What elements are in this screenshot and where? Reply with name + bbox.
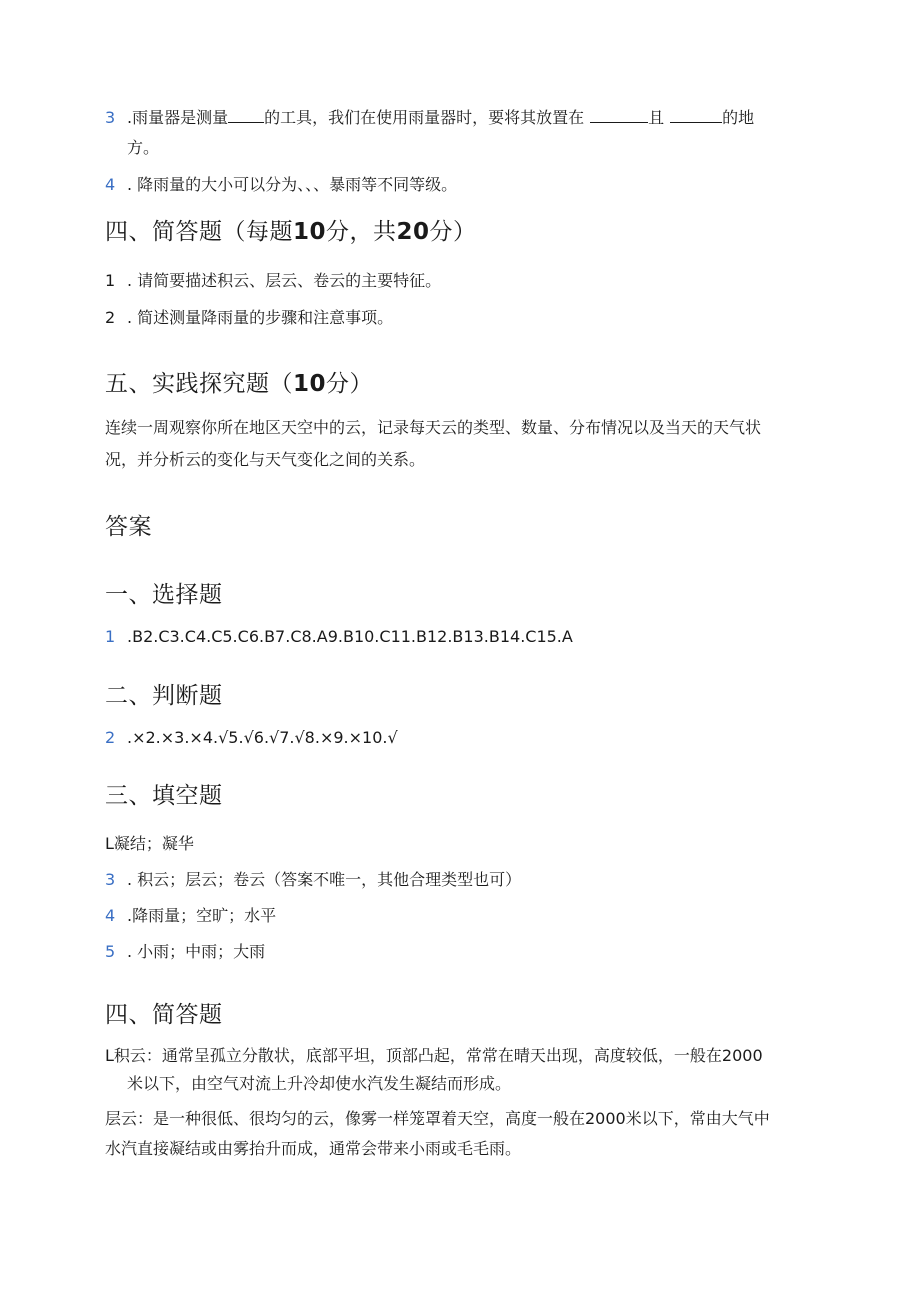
answers-fill-heading: 三、填空题	[105, 783, 223, 809]
answer-text: .降雨量；空旷；水平	[127, 906, 277, 925]
question-number: 1	[105, 271, 116, 290]
question-text: . 简述测量降雨量的步骤和注意事项。	[127, 308, 394, 327]
question-text: 且	[648, 108, 665, 127]
heading-text: 分）	[429, 219, 477, 245]
question-3-continuation: 方。	[127, 138, 160, 157]
answer-cumulus-line-2: 米以下，由空气对流上升冷却使水汽发生凝结而形成。	[127, 1074, 512, 1093]
answer-text: . 积云；层云；卷云（答案不唯一，其他合理类型也可）	[127, 870, 522, 889]
practice-text-line-2: 况，并分析云的变化与天气变化之间的关系。	[105, 450, 426, 469]
answer-number: 1	[105, 627, 116, 646]
answers-fill-item	[105, 906, 276, 926]
answer-number: 3	[105, 870, 116, 889]
answer-text: . 小雨；中雨；大雨	[127, 942, 266, 961]
question-4	[105, 175, 457, 195]
heading-text: 分）	[326, 371, 374, 397]
answers-choice-heading: 一、选择题	[105, 582, 223, 608]
question-text: .雨量器是测量	[127, 108, 229, 127]
heading-score: 20	[396, 219, 430, 245]
section-heading-practice	[105, 370, 373, 398]
answer-stratus-line-2: 水汽直接凝结或由雾抬升而成，通常会带来小雨或毛毛雨。	[105, 1139, 522, 1158]
answer-text: .×2.×3.×4.√5.√6.√7.√8.×9.×10.√	[127, 728, 398, 747]
answer-number: 5	[105, 942, 116, 961]
question-number: 2	[105, 308, 116, 327]
answer-blank	[590, 108, 648, 123]
answer-stratus-line-1: 层云：是一种很低、很均匀的云，像雾一样笼罩着天空，高度一般在2000米以下，常由大气中	[105, 1109, 770, 1128]
heading-score: 10	[293, 219, 327, 245]
short-question-2	[105, 308, 393, 328]
answers-heading: 答案	[105, 514, 152, 540]
heading-text: 五、实践探究题（	[105, 371, 293, 397]
question-number: 3	[105, 108, 116, 127]
answers-fill-item	[105, 870, 521, 890]
section-heading-short-answer	[105, 218, 477, 246]
answers-short-heading: 四、简答题	[105, 1002, 223, 1028]
answer-cumulus-line-1: L积云：通常呈孤立分散状，底部平坦，顶部凸起，常常在晴天出现，高度较低，一般在2000	[105, 1046, 763, 1065]
answers-fill-item	[105, 942, 265, 962]
question-text: 的工具，我们在使用雨量器时，要将其放置在	[264, 108, 585, 127]
question-text: . 降雨量的大小可以分为、、、暴雨等不同等级。	[127, 175, 458, 194]
heading-score: 10	[293, 371, 327, 397]
question-number: 4	[105, 175, 116, 194]
heading-text: 分，共	[326, 219, 397, 245]
answer-number: 2	[105, 728, 116, 747]
question-3	[105, 108, 754, 128]
answers-fill-first: L凝结；凝华	[105, 834, 194, 853]
answer-blank	[670, 108, 722, 123]
answers-choice-line	[105, 627, 573, 647]
answer-text: .B2.C3.C4.C5.C6.B7.C8.A9.B10.C11.B12.B13.B14.C15.A	[127, 627, 573, 646]
question-text: 的地	[722, 108, 755, 127]
answers-judge-line	[105, 728, 398, 748]
answer-blank	[228, 108, 264, 123]
heading-text: 四、简答题（每题	[105, 219, 293, 245]
answers-judge-heading: 二、判断题	[105, 683, 223, 709]
answer-number: 4	[105, 906, 116, 925]
practice-text-line-1: 连续一周观察你所在地区天空中的云，记录每天云的类型、数量、分布情况以及当天的天气状	[105, 418, 762, 437]
question-text: . 请简要描述积云、层云、卷云的主要特征。	[127, 271, 442, 290]
short-question-1	[105, 271, 441, 291]
